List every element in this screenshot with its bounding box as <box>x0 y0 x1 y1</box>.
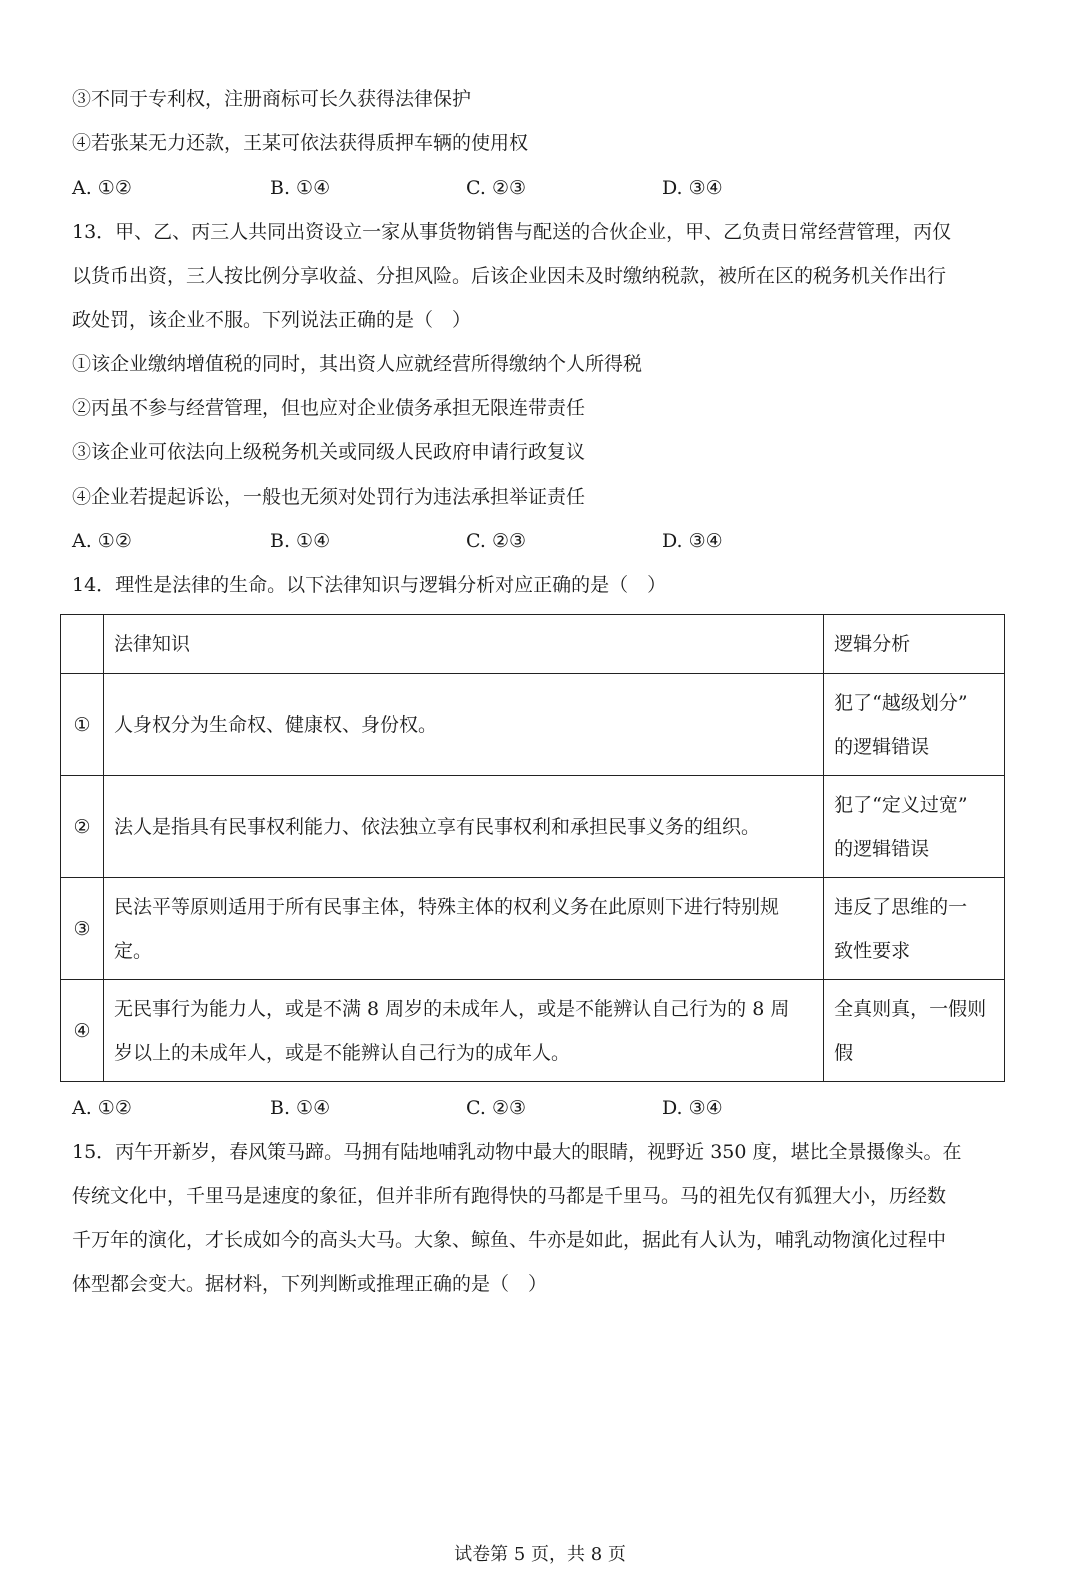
q13-item-3: ③该企业可依法向上级税务机关或同级人民政府申请行政复议 <box>72 441 586 463</box>
q13-option-c: C. ②③ <box>466 530 527 552</box>
q12-option-d: D. ③④ <box>662 177 723 199</box>
q15-stem-line-4: 体型都会变大。据材料，下列判断或推理正确的是（ ） <box>72 1273 548 1295</box>
row-knowledge-line: 无民事行为能力人，或是不满 8 周岁的未成年人，或是不能辨认自己行为的 8 周 <box>113 997 790 1020</box>
table-row <box>61 674 1005 776</box>
row-number: ② <box>61 776 104 878</box>
logic-table <box>60 614 1005 1082</box>
row-knowledge-line: 定。 <box>113 939 152 962</box>
row-knowledge <box>103 980 823 1082</box>
q14-option-d: D. ③④ <box>662 1097 723 1119</box>
table-header-num <box>61 615 104 674</box>
q14-option-c: C. ②③ <box>466 1097 527 1119</box>
q14-option-b: B. ①④ <box>270 1097 331 1119</box>
q12-option-a: A. ①② <box>72 177 132 199</box>
q12-option-c: C. ②③ <box>466 177 527 199</box>
row-analysis-line: 犯了“越级划分” <box>834 691 968 714</box>
row-analysis-line: 致性要求 <box>834 939 911 962</box>
page-footer: 试卷第 5 页，共 8 页 <box>454 1544 626 1565</box>
q12-item-3: ③不同于专利权，注册商标可长久获得法律保护 <box>72 88 472 110</box>
row-analysis-line: 假 <box>834 1041 854 1064</box>
q13-item-1: ①该企业缴纳增值税的同时，其出资人应就经营所得缴纳个人所得税 <box>72 353 643 375</box>
row-analysis <box>824 674 1005 776</box>
q12-option-b: B. ①④ <box>270 177 331 199</box>
row-knowledge <box>103 878 823 980</box>
q13-option-d: D. ③④ <box>662 530 723 552</box>
row-analysis-line: 的逻辑错误 <box>834 735 930 758</box>
table-header-analysis: 逻辑分析 <box>824 615 1005 674</box>
q13-options <box>72 528 1012 554</box>
row-knowledge-line: 岁以上的未成年人，或是不能辨认自己行为的成年人。 <box>113 1041 570 1064</box>
q12-options <box>72 175 1012 201</box>
row-knowledge <box>103 674 823 776</box>
row-knowledge-line: 法人是指具有民事权利能力、依法独立享有民事权利和承担民事义务的组织。 <box>113 815 760 838</box>
q14-option-a: A. ①② <box>72 1097 132 1119</box>
q15-stem-line-3: 千万年的演化，才长成如今的高头大马。大象、鲸鱼、牛亦是如此，据此有人认为，哺乳动物演化过程中 <box>72 1229 947 1251</box>
row-number: ① <box>61 674 104 776</box>
table-header-row <box>61 615 1005 674</box>
q13-stem-line-1: 13．甲、乙、丙三人共同出资设立一家从事货物销售与配送的合伙企业，甲、乙负责日常经营管理，丙仅 <box>72 221 952 243</box>
row-analysis-line: 全真则真，一假则 <box>834 997 987 1020</box>
row-analysis <box>824 980 1005 1082</box>
row-analysis-line: 的逻辑错误 <box>834 837 930 860</box>
q14-options <box>72 1095 1012 1121</box>
table-row <box>61 776 1005 878</box>
row-number: ④ <box>61 980 104 1082</box>
row-analysis <box>824 878 1005 980</box>
row-analysis-line: 违反了思维的一 <box>834 895 968 918</box>
table-header-knowledge: 法律知识 <box>103 615 823 674</box>
q13-item-2: ②丙虽不参与经营管理，但也应对企业债务承担无限连带责任 <box>72 397 586 419</box>
row-knowledge-line: 民法平等原则适用于所有民事主体，特殊主体的权利义务在此原则下进行特别规 <box>113 895 779 918</box>
table-row <box>61 980 1005 1082</box>
q13-option-a: A. ①② <box>72 530 132 552</box>
table-row <box>61 878 1005 980</box>
row-knowledge-line: 人身权分为生命权、健康权、身份权。 <box>113 713 437 736</box>
q13-stem-line-3: 政处罚，该企业不服。下列说法正确的是（ ） <box>72 309 472 331</box>
q15-stem-line-2: 传统文化中，千里马是速度的象征，但并非所有跑得快的马都是千里马。马的祖先仅有狐狸大小，历经数 <box>72 1185 947 1207</box>
row-analysis <box>824 776 1005 878</box>
q15-stem-line-1: 15．丙午开新岁，春风策马蹄。马拥有陆地哺乳动物中最大的眼睛，视野近 350 度，堪比全景摄像头。在 <box>72 1141 962 1163</box>
q13-stem-line-2: 以货币出资，三人按比例分享收益、分担风险。后该企业因未及时缴纳税款，被所在区的税务机关作出行 <box>72 265 947 287</box>
row-analysis-line: 犯了“定义过宽” <box>834 793 968 816</box>
row-number: ③ <box>61 878 104 980</box>
q13-item-4: ④企业若提起诉讼，一般也无须对处罚行为违法承担举证责任 <box>72 486 586 508</box>
q14-stem: 14．理性是法律的生命。以下法律知识与逻辑分析对应正确的是（ ） <box>72 574 667 596</box>
q13-option-b: B. ①④ <box>270 530 331 552</box>
row-knowledge <box>103 776 823 878</box>
q12-item-4: ④若张某无力还款，王某可依法获得质押车辆的使用权 <box>72 132 529 154</box>
